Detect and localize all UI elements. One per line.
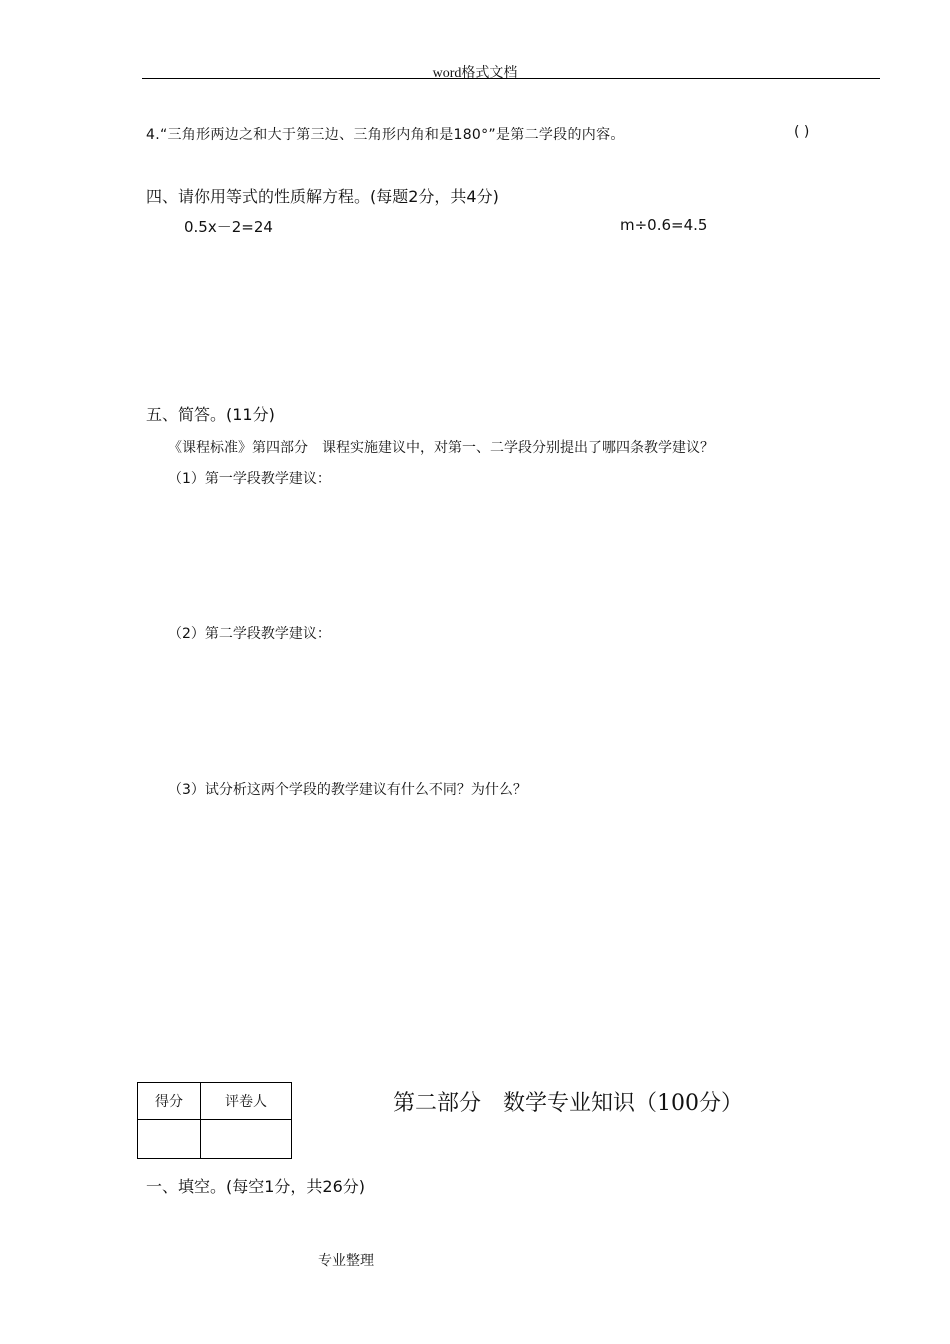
section-five-question: 《课程标准》第四部分 课程实施建议中，对第一、二学段分别提出了哪四条教学建议？: [168, 440, 714, 456]
score-value-cell: [138, 1120, 201, 1159]
grader-value-cell: [201, 1120, 292, 1159]
sub-question-3: （3）试分析这两个学段的教学建议有什么不同？为什么？: [168, 782, 527, 798]
score-label-cell: 得分: [138, 1083, 201, 1120]
score-table: [137, 1082, 292, 1159]
sub-question-1: （1）第一学段教学建议：: [168, 471, 331, 487]
part-two-title: 第二部分 数学专业知识（100分）: [393, 1091, 743, 1116]
section-five-heading: 五、简答。(11分): [146, 405, 275, 424]
part-two-section-one-heading: 一、填空。(每空1分，共26分): [146, 1177, 366, 1196]
section-four-heading: 四、请你用等式的性质解方程。(每题2分，共4分): [146, 187, 499, 206]
grader-label-cell: 评卷人: [201, 1083, 292, 1120]
equation-2: m÷0.6=4.5: [620, 216, 708, 234]
page-footer: 专业整理: [318, 1253, 374, 1269]
page-header-title: word格式文档: [432, 66, 518, 81]
equation-1: 0.5x－2=24: [184, 218, 273, 236]
sub-question-2: （2）第二学段教学建议：: [168, 626, 331, 642]
header-rule: [142, 78, 880, 79]
question-4-text: 4.“三角形两边之和大于第三边、三角形内角和是180°”是第二学段的内容。: [146, 127, 625, 143]
question-4-answer-blank: ( ): [794, 124, 810, 140]
